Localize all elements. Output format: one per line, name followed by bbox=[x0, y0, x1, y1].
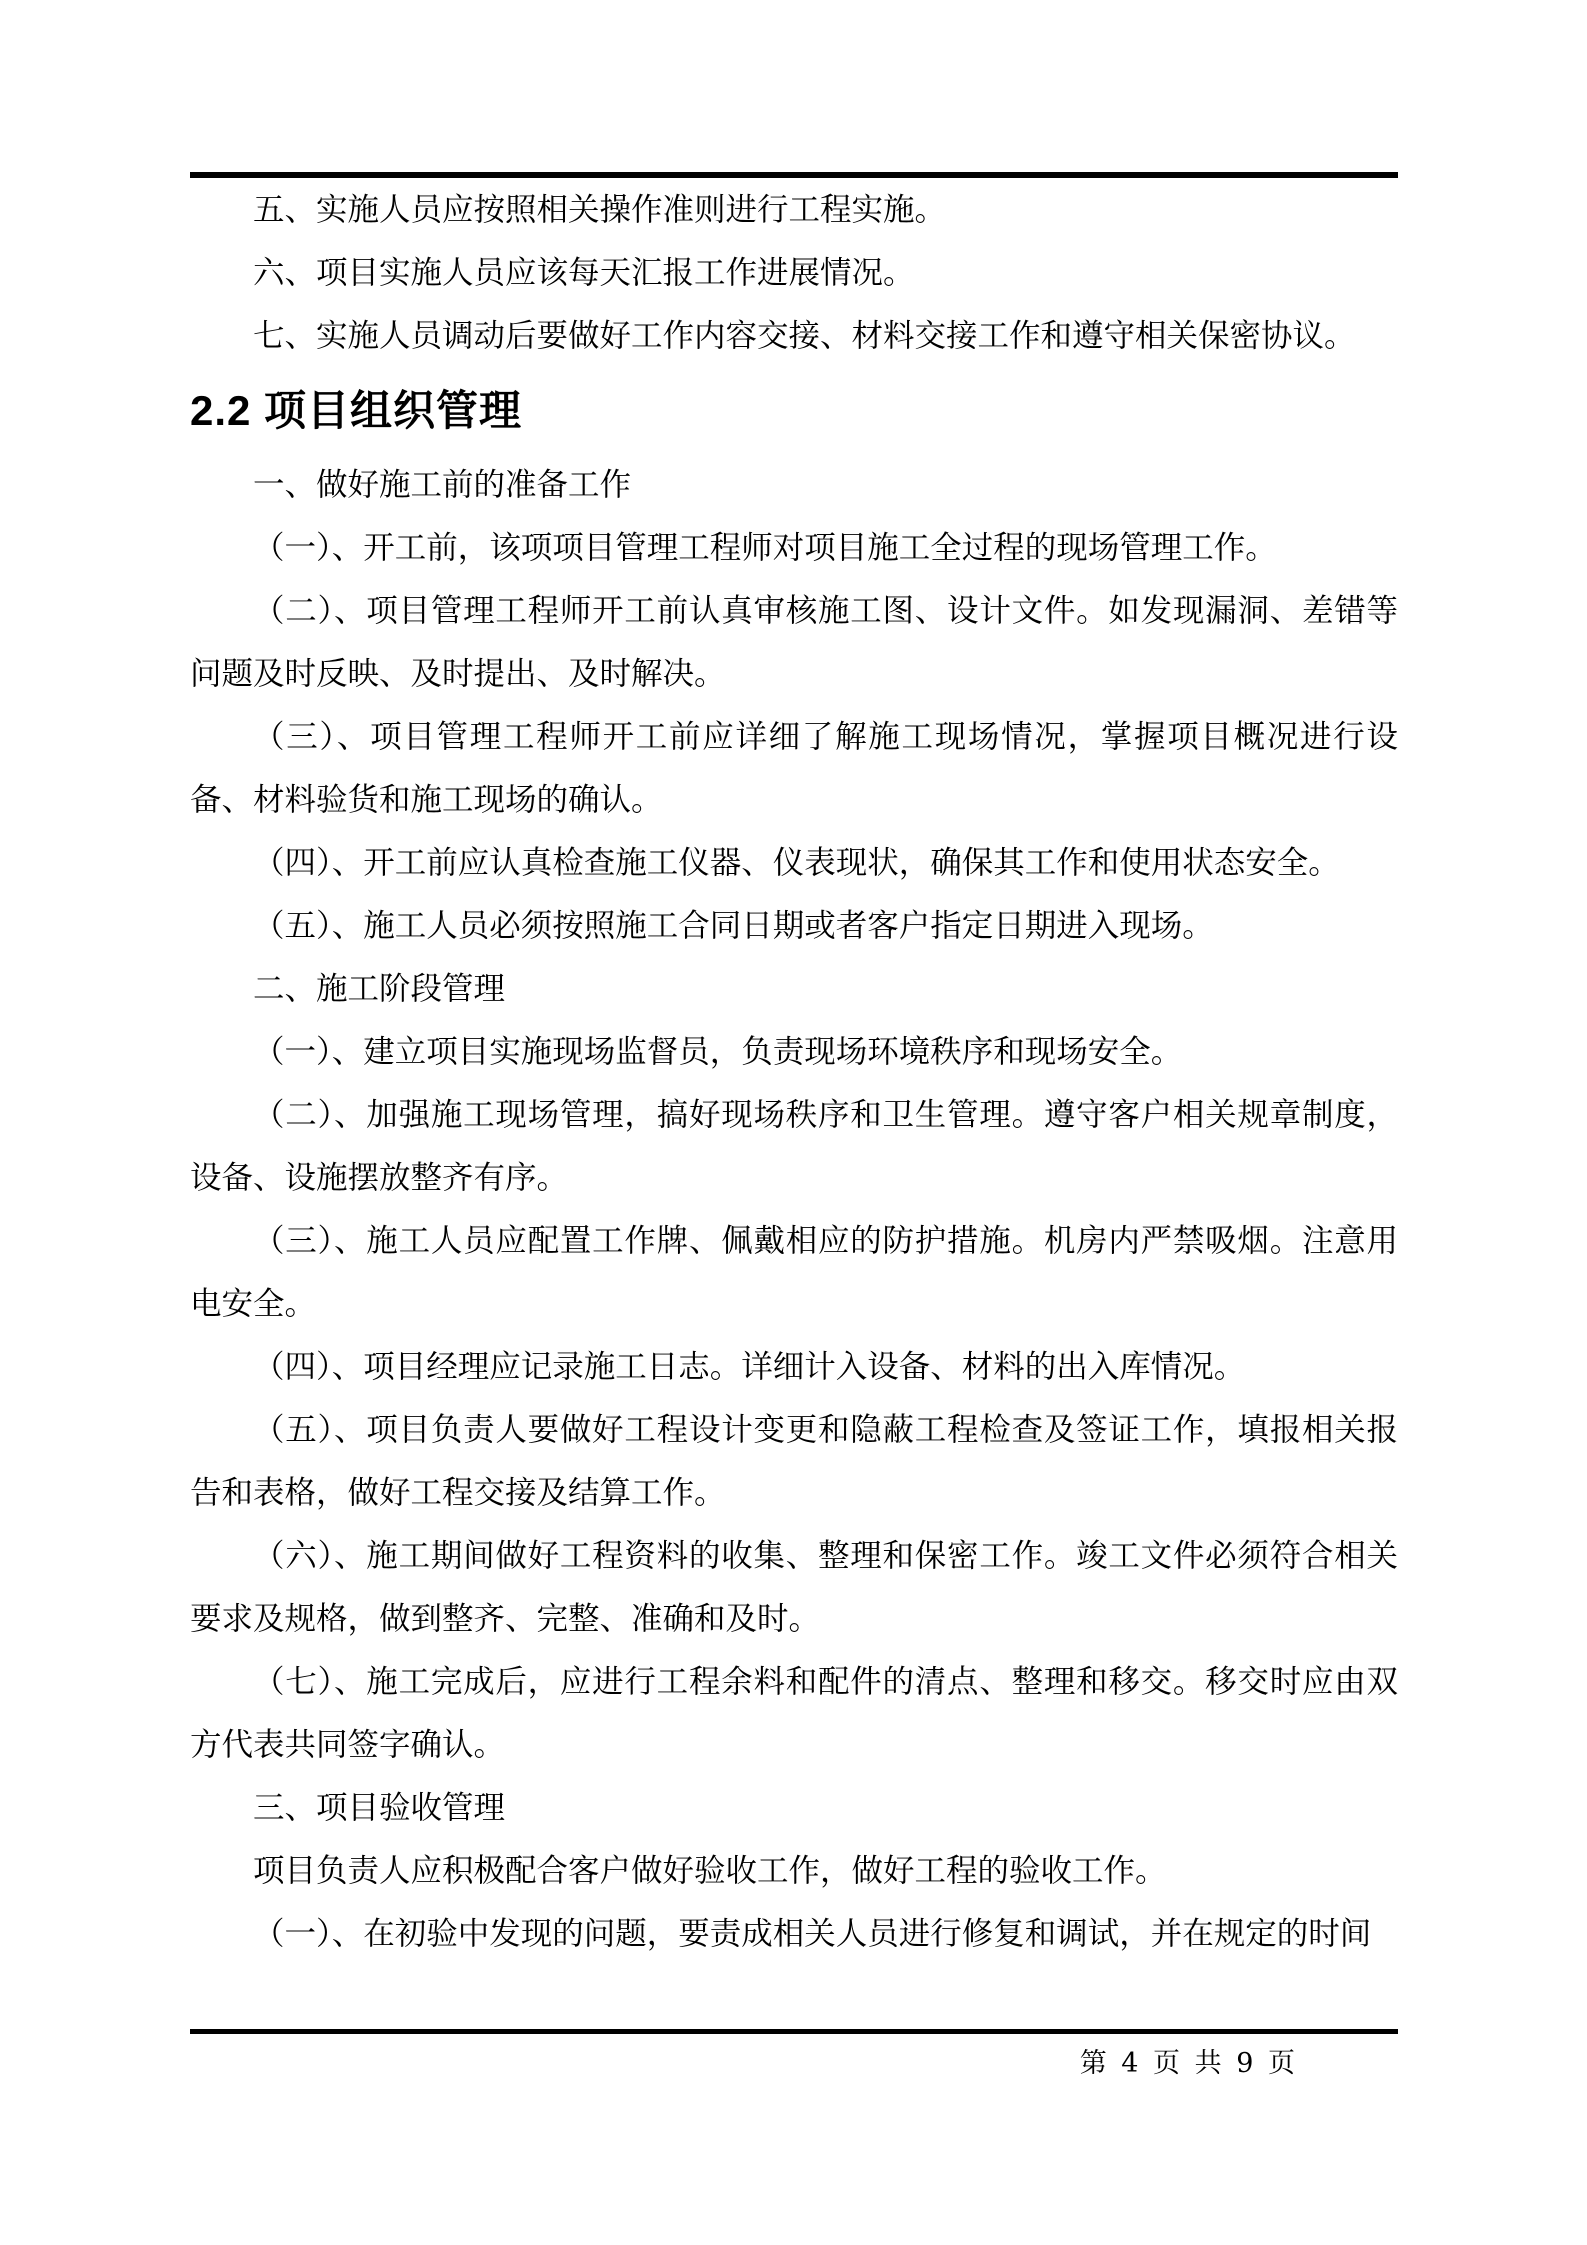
paragraph: （二）、项目管理工程师开工前认真审核施工图、设计文件。如发现漏洞、差错等问题及时反映、及时提出、及时解决。 bbox=[190, 593, 1398, 692]
document-body bbox=[190, 179, 1398, 1966]
paragraph: 六、项目实施人员应该每天汇报工作进展情况。 bbox=[253, 255, 915, 291]
paragraph: （三）、项目管理工程师开工前应详细了解施工现场情况，掌握项目概况进行设备、材料验货和施工现场的确认。 bbox=[190, 719, 1398, 818]
paragraph: 项目负责人应积极配合客户做好验收工作，做好工程的验收工作。 bbox=[253, 1853, 1167, 1889]
paragraph: （五）、项目负责人要做好工程设计变更和隐蔽工程检查及签证工作，填报相关报告和表格，做好工程交接及结算工作。 bbox=[190, 1412, 1398, 1511]
paragraph: （六）、施工期间做好工程资料的收集、整理和保密工作。竣工文件必须符合相关要求及规格，做到整齐、完整、准确和及时。 bbox=[190, 1538, 1398, 1637]
paragraph: （二）、加强施工现场管理，搞好现场秩序和卫生管理。遵守客户相关规章制度，设备、设施摆放整齐有序。 bbox=[190, 1097, 1398, 1196]
paragraph: （四）、项目经理应记录施工日志。详细计入设备、材料的出入库情况。 bbox=[253, 1349, 1246, 1385]
paragraph: （一）、在初验中发现的问题，要责成相关人员进行修复和调试，并在规定的时间 bbox=[253, 1916, 1372, 1952]
paragraph: 七、实施人员调动后要做好工作内容交接、材料交接工作和遵守相关保密协议。 bbox=[253, 318, 1356, 354]
paragraph: 三、项目验收管理 bbox=[253, 1790, 506, 1826]
footer-divider bbox=[190, 2029, 1398, 2034]
section-heading: 2.2 项目组织管理 bbox=[190, 387, 523, 434]
paragraph: （一）、开工前，该项项目管理工程师对项目施工全过程的现场管理工作。 bbox=[253, 530, 1277, 566]
paragraph: （五）、施工人员必须按照施工合同日期或者客户指定日期进入现场。 bbox=[253, 908, 1214, 944]
paragraph: （一）、建立项目实施现场监督员，负责现场环境秩序和现场安全。 bbox=[253, 1034, 1183, 1070]
paragraph: （四）、开工前应认真检查施工仪器、仪表现状，确保其工作和使用状态安全。 bbox=[253, 845, 1340, 881]
page-number: 第 4 页 共 9 页 bbox=[1079, 2048, 1298, 2079]
paragraph: 一、做好施工前的准备工作 bbox=[253, 467, 632, 503]
paragraph: 二、施工阶段管理 bbox=[253, 971, 506, 1007]
paragraph: （七）、施工完成后，应进行工程余料和配件的清点、整理和移交。移交时应由双方代表共同签字确认。 bbox=[190, 1664, 1398, 1763]
paragraph: 五、实施人员应按照相关操作准则进行工程实施。 bbox=[253, 192, 947, 228]
header-divider bbox=[190, 172, 1398, 178]
paragraph: （三）、施工人员应配置工作牌、佩戴相应的防护措施。机房内严禁吸烟。注意用电安全。 bbox=[190, 1223, 1398, 1322]
